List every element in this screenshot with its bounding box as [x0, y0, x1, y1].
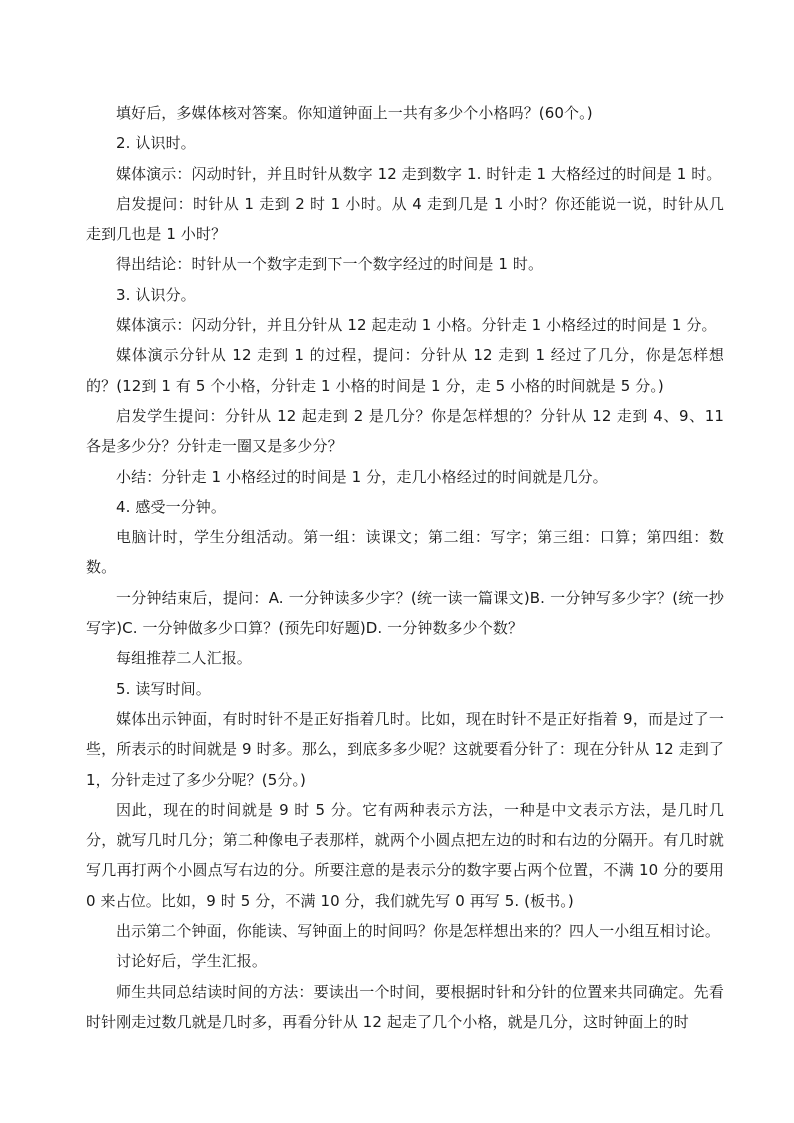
paragraph-group-activity: 电脑计时，学生分组活动。第一组：读课文；第二组：写字；第三组：口算；第四组：数数。 [86, 528, 724, 577]
heading-read-write-time: 5. 读写时间。 [116, 679, 211, 698]
paragraph-hour-conclusion: 得出结论：时针从一个数字走到下一个数字经过的时间是 1 时。 [116, 255, 544, 274]
paragraph-clock-display: 媒体出示钟面，有时时针不是正好指着几时。比如，现在时针不是正好指着 9，而是过了一些，所表示的时间就是 9 时多。那么，到底多多少呢？这就要看分针了：现在分针从 12 走到了 1，分针走过了多少分呢？(5分。) [86, 709, 724, 789]
heading-feel-one-minute: 4. 感受一分钟。 [116, 497, 226, 516]
paragraph-hour-demo: 媒体演示：闪动时针，并且时针从数字 12 走到数字 1. 时针走 1 大格经过的时间是 1 时。 [116, 164, 722, 183]
paragraph-group-report: 每组推荐二人汇报。 [116, 649, 252, 668]
heading-know-minutes: 3. 认识分。 [116, 285, 196, 304]
heading-know-hours: 2. 认识时。 [116, 134, 196, 153]
paragraph-student-question: 启发学生提问：分针从 12 起走到 2 是几分？你是怎样想的？分针从 12 走到 4、9、11 各是多少分？分针走一圈又是多少分？ [86, 406, 724, 456]
paragraph-minute-summary: 小结：分针走 1 小格经过的时间是 1 分，走几小格经过的时间就是几分。 [116, 467, 608, 486]
paragraph-hour-question: 启发提问：时针从 1 走到 2 时 1 小时。从 4 走到几是 1 小时？你还能说一说，时针从几走到几也是 1 小时？ [86, 194, 724, 244]
paragraph-second-clock: 出示第二个钟面，你能读、写钟面上的时间吗？你是怎样想出来的？四人一小组互相讨论。 [116, 922, 721, 941]
paragraph-answer-check: 填好后，多媒体核对答案。你知道钟面上一共有多少个小格吗？(60个。) [116, 104, 593, 122]
paragraph-student-report: 讨论好后，学生汇报。 [116, 952, 268, 971]
paragraph-one-minute-questions: 一分钟结束后，提问：A. 一分钟读多少字？(统一读一篇课文)B. 一分钟写多少字？(统一抄写字)C. 一分钟做多少口算？(预先印好题)D. 一分钟数多少个数？ [86, 588, 724, 638]
document-body [86, 98, 724, 1037]
paragraph-minute-question: 媒体演示分针从 12 走到 1 的过程，提问：分针从 12 走到 1 经过了几分，你是怎样想的？(12到 1 有 5 个小格，分针走 1 小格的时间是 1 分，走 5 小格的时间就是 5 分。) [86, 346, 724, 395]
paragraph-minute-demo: 媒体演示：闪动分针，并且分针从 12 起走动 1 小格。分针走 1 小格经过的时间是 1 分。 [116, 316, 717, 335]
paragraph-reading-method: 师生共同总结读时间的方法：要读出一个时间，要根据时针和分针的位置来共同确定。先看时针刚走过数几就是几时多，再看分针从 12 起走了几个小格，就是几分，这时钟面上的时 [86, 982, 724, 1031]
paragraph-time-notation: 因此，现在的时间就是 9 时 5 分。它有两种表示方法，一种是中文表示方法，是几时几分，就写几时几分；第二种像电子表那样，就两个小圆点把左边的时和右边的分隔开。有几时就写几再打两个小圆点写右边的分。所要注意的是表示分的数字要占两个位置，不满 10 分的要用 0 来占位。比如，9 时 5 分，不满 10 分，我们就先写 0 再写 5. (板书。) [86, 800, 724, 910]
